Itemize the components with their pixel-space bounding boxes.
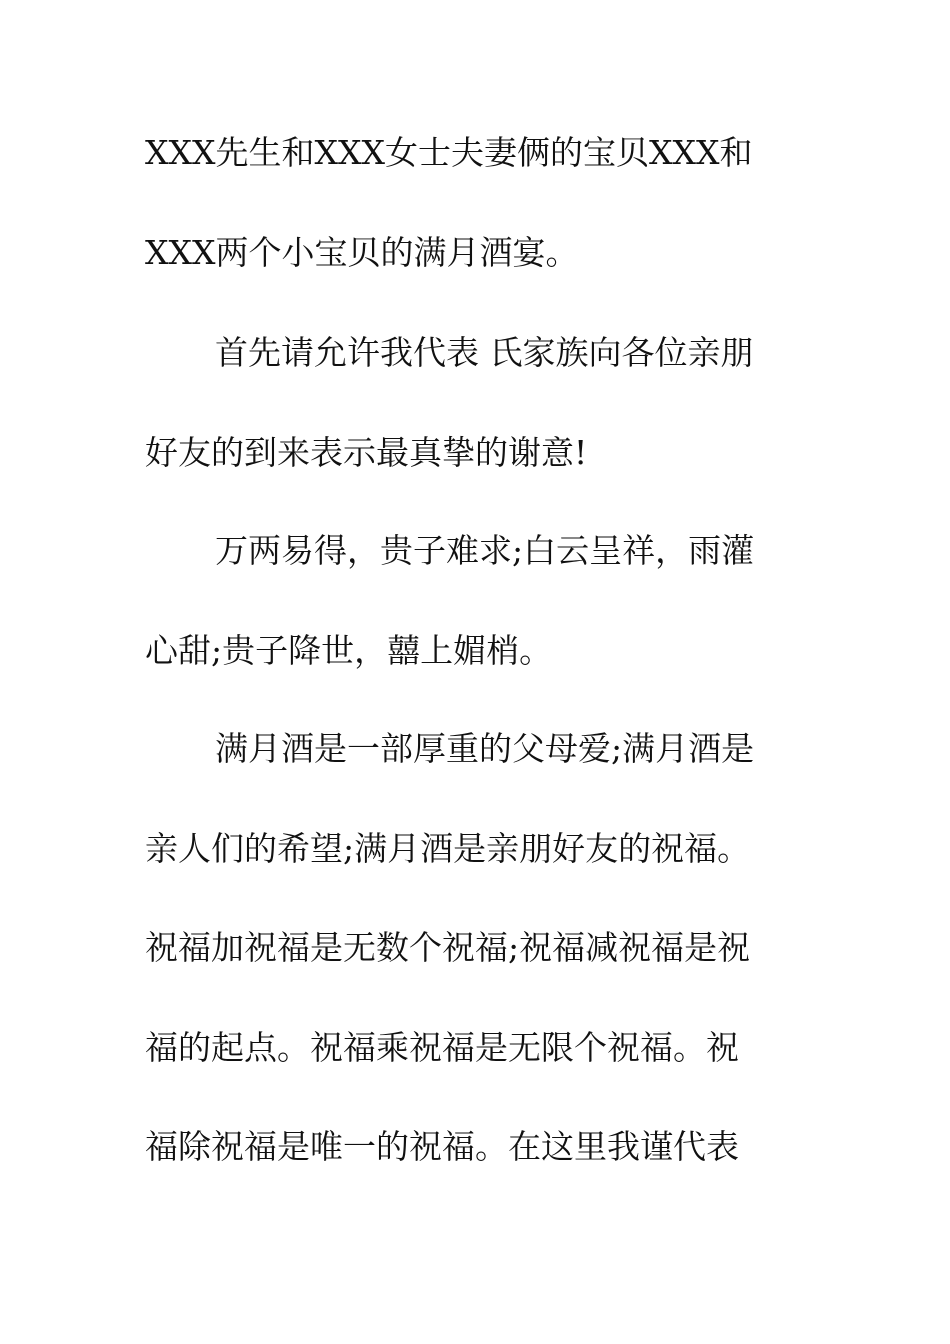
paragraph-first-line: 首先请允许我代表 氏家族向各位亲朋 xyxy=(215,333,754,372)
text-line: 心甜;贵子降世，囍上媚梢。 xyxy=(145,631,553,670)
text-line: 祝福加祝福是无数个祝福;祝福减祝福是祝 xyxy=(145,928,751,967)
paragraph-first-line: 满月酒是一部厚重的父母爱;满月酒是 xyxy=(215,729,755,768)
text-line: 福的起点。祝福乘祝福是无限个祝福。祝 xyxy=(145,1028,739,1067)
paragraph-first-line: 万两易得，贵子难求;白云呈祥，雨灌 xyxy=(215,531,755,570)
text-line: 亲人们的希望;满月酒是亲朋好友的祝福。 xyxy=(145,829,751,868)
text-line: XXX两个小宝贝的满月酒宴。 xyxy=(145,233,579,272)
text-line: XXX先生和XXX女士夫妻俩的宝贝XXX和 xyxy=(145,133,753,172)
text-line: 福除祝福是唯一的祝福。在这里我谨代表 xyxy=(145,1127,739,1166)
text-line: 好友的到来表示最真挚的谢意! xyxy=(145,433,588,472)
